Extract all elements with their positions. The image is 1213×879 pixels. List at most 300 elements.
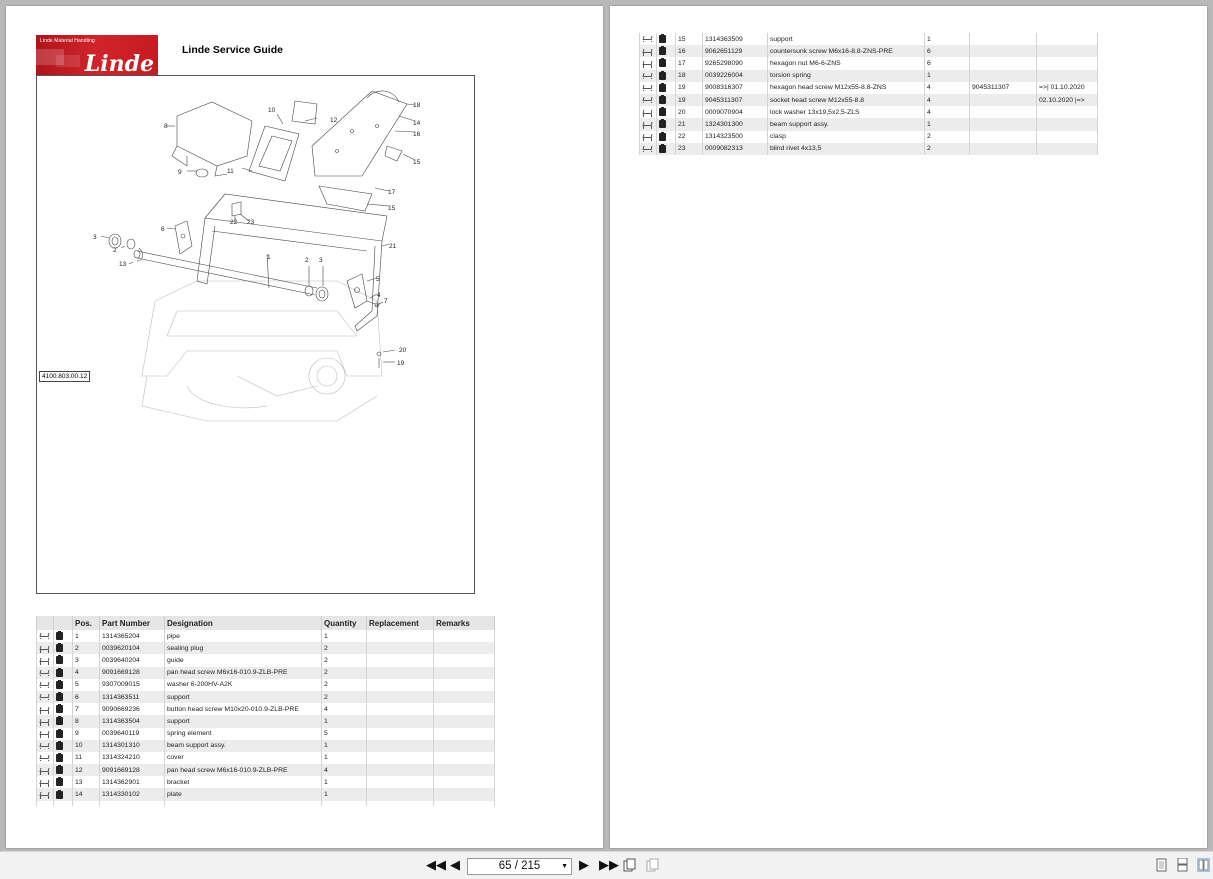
callout-14: 14 [413,120,421,127]
cell-replacement [367,642,434,654]
clipboard-cell [657,94,676,106]
clipboard-icon[interactable] [56,705,63,713]
cart-cell [640,45,657,57]
callout-2b: 2 [113,247,117,254]
clipboard-icon[interactable] [56,766,63,774]
cell-quantity: 1 [322,740,367,752]
cell-part-number: 0039620104 [100,642,165,654]
cell-replacement [367,715,434,727]
cart-icon[interactable] [39,742,48,749]
callout-22: 22 [230,219,238,226]
cart-icon[interactable] [39,681,48,688]
cell-part-number: 0039640204 [100,654,165,666]
cell-pos: 8 [73,715,100,727]
cell-designation: beam support assy. [165,740,322,752]
cell-designation: clasp [768,131,925,143]
callout-2: 2 [305,257,309,264]
clipboard-cell [657,143,676,155]
clipboard-icon[interactable] [659,120,666,128]
cart-icon[interactable] [642,35,651,42]
clipboard-cell [657,33,676,45]
cell-pos: 17 [676,57,703,69]
cell-remarks [434,667,495,679]
callout-21: 21 [389,243,397,250]
col-clip [54,616,73,630]
clipboard-cell [54,740,73,752]
cart-icon[interactable] [642,72,651,79]
cart-cell [37,788,54,800]
cart-icon[interactable] [39,657,48,664]
table-row [640,33,1098,45]
callout-15: 15 [413,159,421,166]
clipboard-icon[interactable] [659,35,666,43]
clipboard-icon[interactable] [56,644,63,652]
cell-pos: 15 [676,33,703,45]
cell-remarks [434,788,495,800]
clipboard-cell [657,70,676,82]
clipboard-cell [54,630,73,642]
callout-10: 10 [268,107,276,114]
table-row [37,776,495,788]
cart-cell [37,728,54,740]
parts-table-continued [639,33,1098,155]
cart-cell [37,654,54,666]
prev-page-icon[interactable]: ◀ [450,857,460,872]
pdf-toolbar [0,851,1213,879]
table-row [37,691,495,703]
cell-replacement [367,667,434,679]
cell-designation: washer 6-200HV-A2K [165,679,322,691]
table-row [37,654,495,666]
clipboard-cell [657,118,676,130]
cell-part-number: 9307009015 [100,679,165,691]
clipboard-cell [54,715,73,727]
clipboard-icon[interactable] [56,669,63,677]
clipboard-cell [54,642,73,654]
cell-remarks [434,703,495,715]
cell-designation: plate [165,788,322,800]
cart-icon[interactable] [642,60,651,67]
table-row [640,94,1098,106]
table-row [640,82,1098,94]
cell-part-number: 1324301300 [703,118,768,130]
col-cart [37,616,54,630]
cart-icon[interactable] [642,109,651,116]
clipboard-cell [657,82,676,94]
cell-replacement [367,740,434,752]
cart-cell [640,70,657,82]
cell-replacement [367,654,434,666]
page-indicator: 65 / 215 [498,860,541,872]
cell-part-number: 1314363509 [703,33,768,45]
cell-part-number: 1314363504 [100,715,165,727]
callout-6: 6 [161,226,165,233]
table-row [640,70,1098,82]
cell-pos: 22 [676,131,703,143]
clipboard-cell [54,691,73,703]
chevron-down-icon[interactable]: ▼ [561,863,568,870]
cell-quantity: 6 [925,45,970,57]
cell-remarks [434,776,495,788]
cell-pos: 18 [676,70,703,82]
cell-quantity: 2 [322,667,367,679]
next-page-icon[interactable]: ▶ [579,857,589,872]
cell-remarks [434,630,495,642]
cell-remarks [434,752,495,764]
cart-icon[interactable] [39,791,48,798]
clipboard-cell [54,776,73,788]
cell-pos: 4 [73,667,100,679]
cell-replacement [970,131,1037,143]
cell-remarks [434,642,495,654]
callout-13: 13 [119,261,127,268]
cell-replacement [970,33,1037,45]
cart-cell [37,703,54,715]
cart-cell [640,106,657,118]
clipboard-icon[interactable] [659,84,666,92]
cell-pos: 12 [73,764,100,776]
cart-cell [37,715,54,727]
cart-cell [37,776,54,788]
linde-logo [36,35,158,75]
cell-part-number: 9090669236 [100,703,165,715]
cell-pos: 19 [676,82,703,94]
table-row [37,703,495,715]
cell-pos: 6 [73,691,100,703]
clipboard-cell [657,106,676,118]
callout-1: 1 [267,254,271,261]
cell-quantity: 4 [925,106,970,118]
cell-pos: 21 [676,118,703,130]
cell-quantity: 4 [925,82,970,94]
cart-icon[interactable] [642,96,651,103]
cell-remarks [434,728,495,740]
table-row [37,630,495,642]
table-row [640,106,1098,118]
cell-quantity: 1 [925,70,970,82]
callout-9: 9 [178,169,182,176]
page-number-input[interactable] [467,858,572,875]
clipboard-cell [54,679,73,691]
table-row [640,131,1098,143]
clipboard-icon[interactable] [659,108,666,116]
cell-quantity: 2 [322,679,367,691]
table-row [640,118,1098,130]
cell-designation: button head screw M10x20-010.9-ZLB-PRE [165,703,322,715]
cell-replacement [367,703,434,715]
clipboard-cell [54,728,73,740]
clipboard-cell [54,764,73,776]
callout-20: 20 [399,347,407,354]
cell-designation: pan head screw M6x16-010.9-ZLB-PRE [165,667,322,679]
cell-replacement [367,630,434,642]
cell-part-number: 1314323500 [703,131,768,143]
col-designation: Designation [165,616,322,630]
cell-replacement [970,70,1037,82]
clipboard-icon[interactable] [56,754,63,762]
cell-pos: 20 [676,106,703,118]
table-row [37,679,495,691]
cart-icon[interactable] [39,754,48,761]
cell-replacement [970,57,1037,69]
cell-part-number: 0039226004 [703,70,768,82]
table-row [37,740,495,752]
cell-designation: hexagon nut M6-6-ZNS [768,57,925,69]
cell-quantity: 5 [322,728,367,740]
table-row-spacer [37,801,495,806]
cart-cell [640,131,657,143]
table-row [640,143,1098,155]
cart-icon[interactable] [642,121,651,128]
cell-designation: support [768,33,925,45]
page-title: Linde Service Guide [182,44,283,56]
clipboard-cell [54,788,73,800]
single-page-icon[interactable] [1155,858,1168,872]
callout-5: 5 [376,276,380,283]
cell-quantity: 2 [322,654,367,666]
cell-remarks [1037,45,1098,57]
table-row [37,667,495,679]
copy-icon[interactable] [646,858,659,872]
cart-cell [37,764,54,776]
callout-16: 16 [413,131,421,138]
cart-icon[interactable] [39,669,48,676]
clipboard-icon[interactable] [56,791,63,799]
cell-part-number: 1314363511 [100,691,165,703]
cell-part-number: 9008316307 [703,82,768,94]
cell-quantity: 2 [322,691,367,703]
cart-cell [37,667,54,679]
cart-icon[interactable] [39,645,48,652]
cell-part-number: 9091669128 [100,764,165,776]
clipboard-icon[interactable] [56,717,63,725]
clipboard-cell [657,57,676,69]
cell-pos: 7 [73,703,100,715]
cell-designation: countersunk screw M6x16-8.8-ZNS-PRE [768,45,925,57]
cell-designation: lock washer 13x19,5x2,5-ZLS [768,106,925,118]
cart-icon[interactable] [39,718,48,725]
cart-cell [640,82,657,94]
cell-quantity: 4 [925,94,970,106]
cell-replacement [970,106,1037,118]
cell-designation: pan head screw M6x16-010.9-ZLB-PRE [165,764,322,776]
cell-remarks [1037,70,1098,82]
cell-part-number: 9045311307 [703,94,768,106]
cell-quantity: 6 [925,57,970,69]
clipboard-cell [54,654,73,666]
cart-cell [640,94,657,106]
callout-11: 11 [227,168,234,175]
cell-designation: guide [165,654,322,666]
cell-remarks [434,654,495,666]
cell-quantity: 4 [322,703,367,715]
cell-part-number: 9062651129 [703,45,768,57]
cell-replacement [367,679,434,691]
clipboard-cell [54,752,73,764]
callout-23: 23 [247,219,255,226]
callout-18: 18 [413,102,421,109]
cell-quantity: 1 [322,788,367,800]
clipboard-icon[interactable] [659,96,666,104]
cell-designation: support [165,691,322,703]
cell-quantity: 1 [322,715,367,727]
col-replacement: Replacement [367,616,434,630]
cart-icon[interactable] [39,632,48,639]
cell-quantity: 2 [322,642,367,654]
col-quantity: Quantity [322,616,367,630]
cell-pos: 9 [73,728,100,740]
cell-replacement [970,45,1037,57]
cart-cell [37,752,54,764]
callout-7: 7 [384,298,388,305]
cell-part-number: 9091669128 [100,667,165,679]
right-pdf-page [610,6,1207,848]
table-row [37,715,495,727]
table-row [37,642,495,654]
cell-replacement [970,143,1037,155]
last-page-icon[interactable]: ▶▶ [599,857,619,872]
cell-remarks [434,740,495,752]
clipboard-icon[interactable] [56,693,63,701]
cell-designation: support [165,715,322,727]
cell-remarks [1037,143,1098,155]
clipboard-icon[interactable] [56,742,63,750]
cell-part-number: 9265298090 [703,57,768,69]
cell-quantity: 1 [322,630,367,642]
cell-replacement [970,118,1037,130]
cell-pos: 1 [73,630,100,642]
clipboard-icon[interactable] [659,133,666,141]
clipboard-icon[interactable] [56,681,63,689]
clipboard-icon[interactable] [659,145,666,153]
cell-part-number: 1314324210 [100,752,165,764]
cart-cell [37,630,54,642]
exploded-parts-drawing [36,75,475,594]
cell-designation: sealing plug [165,642,322,654]
cell-designation: hexagon head screw M12x55-8.8-ZNS [768,82,925,94]
cell-remarks: 02.10.2020 |=> [1037,94,1098,106]
cell-pos: 16 [676,45,703,57]
cell-designation: pipe [165,630,322,642]
cell-part-number: 1314362901 [100,776,165,788]
cart-icon[interactable] [642,84,651,91]
callout-15b: 15 [388,205,396,212]
cell-replacement [970,94,1037,106]
cell-designation: cover [165,752,322,764]
cell-replacement [367,776,434,788]
cell-part-number: 1314365204 [100,630,165,642]
clipboard-cell [54,703,73,715]
clipboard-icon[interactable] [56,730,63,738]
two-page-icon[interactable] [1197,858,1210,872]
callout-4: 4 [377,292,381,299]
callout-17: 17 [388,189,396,196]
callout-19: 19 [397,360,405,367]
cart-cell [640,143,657,155]
cell-quantity: 1 [322,776,367,788]
clipboard-icon[interactable] [56,632,63,640]
cart-icon[interactable] [642,145,651,152]
clipboard-icon[interactable] [659,59,666,67]
clipboard-cell [54,667,73,679]
cart-cell [640,118,657,130]
cell-pos: 5 [73,679,100,691]
cell-pos: 13 [73,776,100,788]
cart-cell [37,740,54,752]
table-row [640,57,1098,69]
cart-cell [37,691,54,703]
cell-replacement [367,752,434,764]
table-row [37,764,495,776]
cell-pos: 11 [73,752,100,764]
cell-quantity: 4 [322,764,367,776]
cell-part-number: 0039640119 [100,728,165,740]
clipboard-icon[interactable] [56,778,63,786]
col-remarks: Remarks [434,616,495,630]
cell-replacement [367,728,434,740]
col-part-number: Part Number [100,616,165,630]
cell-remarks [1037,131,1098,143]
table-row [640,45,1098,57]
clipboard-icon[interactable] [56,656,63,664]
cell-quantity: 2 [925,143,970,155]
first-page-icon[interactable]: ◀◀ [426,857,446,872]
cell-quantity: 2 [925,131,970,143]
cart-cell [37,642,54,654]
cell-quantity: 1 [322,752,367,764]
left-pdf-page [6,6,603,848]
cell-remarks: =>| 01.10.2020 [1037,82,1098,94]
cell-designation: blind rivet 4x13,5 [768,143,925,155]
callout-3b: 3 [93,234,97,241]
cart-cell [640,33,657,45]
clipboard-cell [657,45,676,57]
cell-designation: beam support assy. [768,118,925,130]
cart-icon[interactable] [39,706,48,713]
cart-icon[interactable] [39,779,48,786]
cell-designation: socket head screw M12x55-8.8 [768,94,925,106]
cell-replacement [367,764,434,776]
cell-part-number: 1314330102 [100,788,165,800]
cell-part-number: 0009070904 [703,106,768,118]
cart-icon[interactable] [642,133,651,140]
clipboard-icon[interactable] [659,72,666,80]
callout-12: 12 [330,117,338,124]
cell-pos: 2 [73,642,100,654]
cell-pos: 23 [676,143,703,155]
cart-icon[interactable] [642,48,651,55]
cart-icon[interactable] [39,767,48,774]
cart-icon[interactable] [39,693,48,700]
clipboard-icon[interactable] [659,47,666,55]
cart-icon[interactable] [39,730,48,737]
cell-remarks [1037,106,1098,118]
continuous-icon[interactable] [1176,858,1189,872]
cell-remarks [434,764,495,776]
callout-3: 3 [319,257,323,264]
rotate-icon[interactable] [623,858,636,872]
logo-tagline: Linde Material Handling [40,38,95,44]
table-row [37,788,495,800]
col-pos: Pos. [73,616,100,630]
callout-8: 8 [164,123,168,130]
cell-pos: 19 [676,94,703,106]
cart-cell [640,57,657,69]
cell-designation: spring element [165,728,322,740]
table-row [37,752,495,764]
cell-pos: 14 [73,788,100,800]
logo-wordmark: Linde [84,51,154,75]
